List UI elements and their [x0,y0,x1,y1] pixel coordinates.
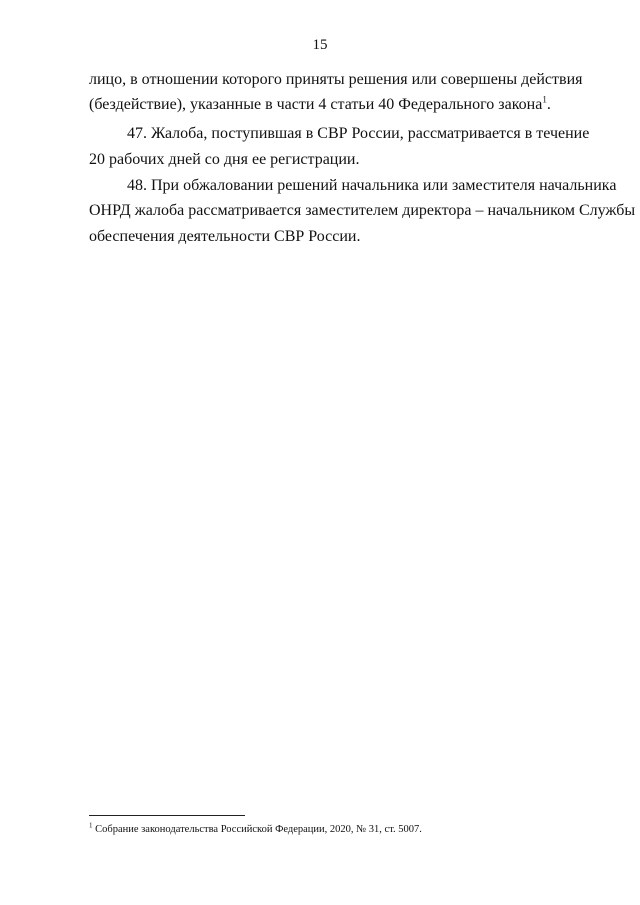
paragraph-48-line-2: ОНРД жалоба рассматривается заместителем директора – начальником Службы [89,202,636,219]
page-number: 15 [312,37,328,53]
paragraph-47-line-2: 20 рабочих дней со дня ее регистрации. [89,151,360,168]
paragraph-48-line-3: обеспечения деятельности СВР России. [89,228,361,245]
paragraph-47-line-1: 47. Жалоба, поступившая в СВР России, рассматривается в течение [127,125,590,142]
footnote-text: Собрание законодательства Российской Федерации, 2020, № 31, ст. 5007. [92,824,422,835]
footnote-reference: 1 [542,94,547,105]
paragraph-1-line-2-end: . [546,96,551,113]
paragraph-1-line-2-text: (бездействие), указанные в части 4 статьи 40 Федерального закона [89,96,543,113]
paragraph-1-line-1: лицо, в отношении которого приняты решения или совершены действия [89,71,583,88]
footnote-separator [89,815,245,816]
footnote [89,823,422,836]
paragraph-1-line-2 [89,94,551,115]
footnote-marker: 1 [89,821,93,830]
paragraph-48-line-1: 48. При обжаловании решений начальника или заместителя начальника [127,177,617,194]
